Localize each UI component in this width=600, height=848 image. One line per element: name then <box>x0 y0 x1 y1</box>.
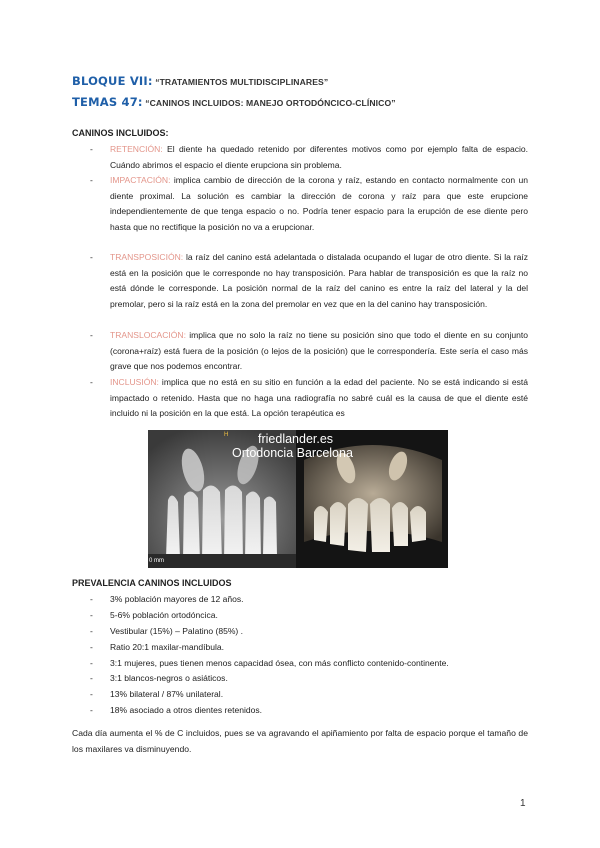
bullet-dash: - <box>90 673 93 683</box>
bullet-dash: - <box>90 658 93 668</box>
list-item-text: 3% población mayores de 12 años. <box>110 594 244 604</box>
list-item-text: 18% asociado a otros dientes retenidos. <box>110 705 263 715</box>
bullet-dash: - <box>90 252 93 262</box>
definition-keyword: IMPACTACIÓN: <box>110 175 171 185</box>
scale-label: 0 mm <box>149 558 164 564</box>
watermark-line1: friedlander.es <box>258 432 334 446</box>
bullet-dash: - <box>90 175 93 185</box>
definition-keyword: TRANSPOSICIÓN: <box>110 252 184 262</box>
definition-item <box>72 142 528 173</box>
definition-item <box>72 328 528 375</box>
bullet-dash: - <box>90 626 93 636</box>
bullet-dash: - <box>90 705 93 715</box>
definition-text: implica cambio de dirección de la corona y raíz, estando en contacto normalmente con un diente proximal. La solución es cambiar la dirección de corona y raíz para que este erupcione independientemente de que tenga espacio o no. Podría tener espacio para la erupción de ese diente pero hasta que no rectifique la posición no va a erupcionar. <box>110 175 528 232</box>
bullet-dash: - <box>90 642 93 652</box>
block-label: BLOQUE VII: <box>72 74 153 88</box>
topic-heading <box>72 93 396 111</box>
list-item-text: 13% bilateral / 87% unilateral. <box>110 689 224 699</box>
list-item-text: 3:1 mujeres, pues tienen menos capacidad ósea, con más conflicto contenido-continente. <box>110 658 449 668</box>
bullet-dash: - <box>90 689 93 699</box>
definition-item <box>72 375 528 422</box>
definition-text: la raíz del canino está adelantada o distalada ocupando el lugar de otro diente. Si la raíz está en la posición que le corresponde no hay transposición. Para hablar de transposición es que la raíz no está dónde le corresponde. La posición normal de la raíz del canino es entre la raíz del lateral y la del premolar, pero si la raíz está en la zona del premolar en vez que en la del canino hay transposición. <box>110 252 528 309</box>
block-title: “TRATAMIENTOS MULTIDISCIPLINARES” <box>152 77 329 87</box>
bullet-dash: - <box>90 144 93 154</box>
bullet-dash: - <box>90 330 93 340</box>
list-item-text: 5-6% población ortodóncica. <box>110 610 218 620</box>
definition-text: El diente ha quedado retenido por diferentes motivos como por ejemplo falta de espacio. Cuándo abrimos el espacio el diente erupciona sin problema. <box>110 144 528 170</box>
bullet-dash: - <box>90 377 93 387</box>
bullet-dash: - <box>90 610 93 620</box>
definition-text: implica que no solo la raíz no tiene su posición sino que todo el diente en su conjunto (corona+raíz) está fuera de la posición (o lejos de la posición) que le correspondería. Este sería el caso más grave que nos podemos encontrar. <box>110 330 528 372</box>
topic-title: “CANINOS INCLUIDOS: MANEJO ORTODÓNCICO-CLÍNICO” <box>142 98 396 108</box>
block-heading <box>72 72 328 90</box>
page-number: 1 <box>520 798 526 809</box>
definition-item <box>72 173 528 235</box>
xray-marker: H <box>224 432 229 438</box>
list-item-text: Ratio 20:1 maxilar-mandíbula. <box>110 642 225 652</box>
closing-paragraph: Cada día aumenta el % de C incluidos, pues se va agravando el apiñamiento por falta de espacio porque el tamaño de los maxilares va disminuyendo. <box>72 728 528 754</box>
watermark-line2: Ortodoncia Barcelona <box>232 446 353 460</box>
definition-keyword: TRANSLOCACIÓN: <box>110 330 186 340</box>
bullet-dash: - <box>90 594 93 604</box>
definition-keyword: INCLUSIÓN: <box>110 377 159 387</box>
section-title-prevalencia: PREVALENCIA CANINOS INCLUIDOS <box>72 578 232 588</box>
topic-label: TEMAS 47: <box>72 95 143 109</box>
section-title-caninos: CANINOS INCLUIDOS: <box>72 128 169 138</box>
definition-text: implica que no está en su sitio en función a la edad del paciente. No se está indicando si está impactado o retenido. Hasta que no haga una radiografía no sabré cuál es la causa de que el diente esté incluido ni la posición en la que está. La opción terapéutica es <box>110 377 528 419</box>
definition-item <box>72 250 528 312</box>
list-item-text: Vestibular (15%) – Palatino (85%) . <box>110 626 244 636</box>
list-item-text: 3:1 blancos-negros o asiáticos. <box>110 673 228 683</box>
definition-keyword: RETENCIÓN: <box>110 144 163 154</box>
